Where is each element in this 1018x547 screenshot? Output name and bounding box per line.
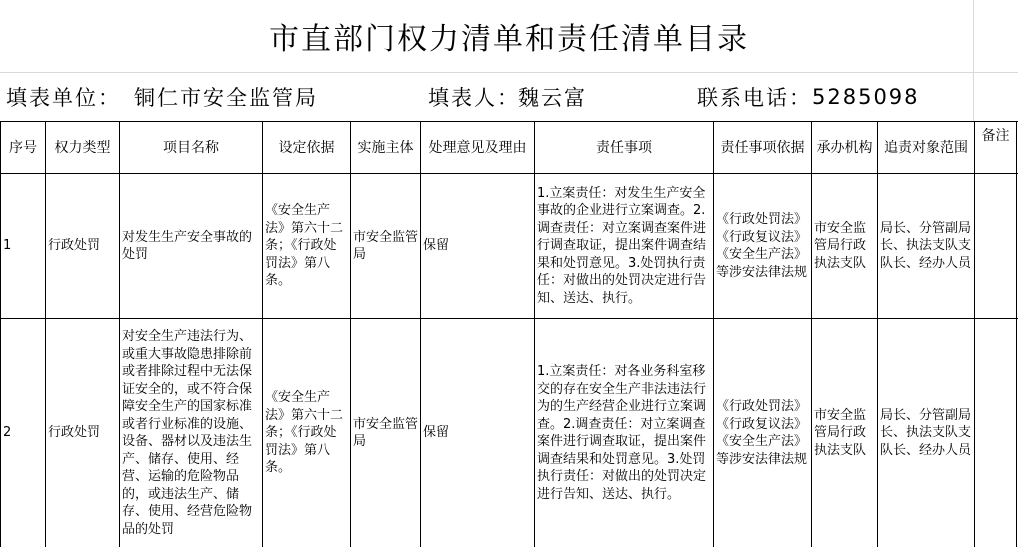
- row2-opinion: 保留: [423, 425, 450, 441]
- row2-seq: 2: [3, 425, 12, 441]
- row1-basis: 《安全生产法》第六十二条；《行政处罚法》第八条。: [265, 203, 344, 289]
- phone-label: 联系电话：: [697, 86, 812, 110]
- header-subject: 实施主体: [357, 140, 414, 156]
- row1-subject: 市安全监管局: [353, 229, 419, 262]
- row2-agency: 市安全监管局行政执法支队: [814, 407, 867, 458]
- row2-power-type: 行政处罚: [48, 425, 101, 441]
- header-responsibility: 责任事项: [596, 140, 652, 156]
- row1-item-name: 对发生生产安全事故的处罚: [122, 229, 253, 262]
- filler-label: 填表人：: [428, 86, 520, 110]
- header-accountability: 追责对象范围: [884, 140, 968, 156]
- row2-basis: 《安全生产法》第六十二条；《行政处罚法》第八条。: [265, 390, 344, 476]
- filler-value: 魏云富: [518, 86, 587, 110]
- row2-accountability: 局长、分管副局长、执法支队支队长、经办人员: [880, 407, 972, 458]
- row2-subject: 市安全监管局: [353, 416, 419, 449]
- row1-power-type: 行政处罚: [48, 238, 101, 254]
- header-seq: 序号: [9, 140, 37, 156]
- row1-seq: 1: [3, 238, 12, 254]
- header-agency: 承办机构: [816, 140, 873, 156]
- unit-label: 填表单位：: [6, 86, 121, 110]
- row1-responsibility: 1.立案责任：对发生生产安全事故的企业进行立案调查。2.调查责任：对立案调查案件进行调查取证，提出案件调查结果和处罚意见。3.处罚执行责任：对做出的处罚决定进行告知、送达、执行。: [537, 185, 707, 306]
- unit-value: 铜仁市安全监管局: [134, 86, 318, 110]
- row2-resp-basis: 《行政处罚法》《行政复议法》《安全生产法》等涉安法律法规: [716, 399, 808, 467]
- row2-responsibility: 1.立案责任：对各业务科室移交的存在安全生产非法违法行为的生产经营企业进行立案调查。2.调查责任：对立案调查案件进行调查取证，提出案件调查结果和处罚意见。3.处罚执行责任：对做出的处罚决定进行告知、送达、执行。: [537, 364, 707, 502]
- header-basis: 设定依据: [278, 140, 335, 156]
- phone-value: 5285098: [812, 85, 920, 109]
- row1-resp-basis: 《行政处罚法》《行政复议法》《安全生产法》等涉安法律法规: [716, 212, 808, 280]
- header-item-name: 项目名称: [163, 140, 219, 156]
- sheet-title: 市直部门权力清单和责任清单目录: [269, 22, 749, 57]
- row2-item-name: 对安全生产违法行为、或重大事故隐患排除前或者排除过程中无法保证安全的，或不符合保障安全生产的国家标准或者行业标准的设施、设备、器材以及违法生产、储存、使用、经营、运输的危险物品的，或违法生产、储存、使用、经营危险物品的处罚: [122, 329, 253, 537]
- header-opinion: 处理意见及理由: [428, 140, 527, 156]
- header-resp-basis: 责任事项依据: [720, 140, 805, 156]
- row1-agency: 市安全监管局行政执法支队: [814, 220, 867, 271]
- row1-accountability: 局长、分管副局长、执法支队支队长、经办人员: [880, 220, 972, 271]
- header-power-type: 权力类型: [54, 140, 111, 156]
- header-remarks: 备注: [981, 128, 1010, 144]
- row1-opinion: 保留: [423, 238, 450, 254]
